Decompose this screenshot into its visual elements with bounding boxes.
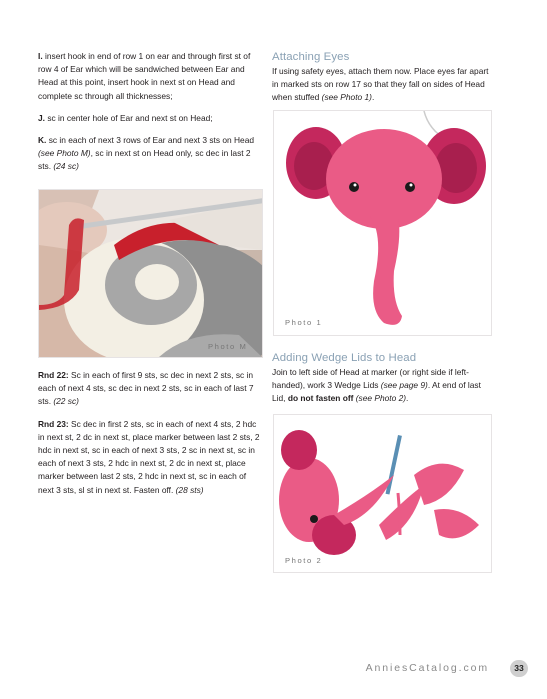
step-text: sc in each of next 3 rows of Ear and next 3 sts on Head xyxy=(48,135,255,146)
rnd-22 xyxy=(38,369,260,409)
photo-reference: (see Photo M) xyxy=(38,148,91,159)
step-k xyxy=(38,134,260,174)
step-text: sc in center hole of Ear and next st on Head; xyxy=(47,112,213,123)
photo-1-illustration xyxy=(274,111,491,335)
photo-1 xyxy=(273,110,492,336)
step-i xyxy=(38,50,260,103)
page-number: 33 xyxy=(510,660,528,677)
photo-m xyxy=(38,189,263,358)
step-text: insert hook in end of row 1 on ear and through first st of row 4 of Ear which will be sandwiched between Ear and Head at this point, insert hook in next st on Head and complete sc through all thicknesses; xyxy=(38,51,251,101)
footer-website: AnniesCatalog.com xyxy=(365,662,489,674)
round-label: Rnd 23: xyxy=(38,418,69,429)
photo-m-illustration xyxy=(39,190,262,357)
photo-2-illustration xyxy=(274,415,491,572)
step-text: , sc in next st on Head only, sc dec in last 2 sts. xyxy=(38,148,251,172)
stitch-count: (22 sc) xyxy=(53,396,79,407)
round-text: Sc dec in first 2 sts, sc in each of next 4 sts, 2 hdc in next st, 2 dc in next st, place marker between last 2 sts, 2 hdc in next st, sc in each of next 3 sts, 2 sc in next st, sc in each of next 3 sts, 2 hdc in next st, 2 dc in next st, place marker between last 2 sts, 2 hdc in next st, sc in each of next 3 sts, sl st in next st. Fasten off. xyxy=(38,418,260,495)
photo-1-caption: Photo 1 xyxy=(285,318,323,327)
left-column-rounds xyxy=(38,369,260,506)
photo-m-caption: Photo M xyxy=(208,342,248,351)
body-text: If using safety eyes, attach them now. Place eyes far apart in marked sts on row 17 so that they fall on sides of Head when stuffed xyxy=(272,66,489,103)
right-column-top xyxy=(272,50,494,105)
step-label: I. xyxy=(38,51,43,61)
round-label: Rnd 22: xyxy=(38,370,69,380)
photo-reference: (see Photo 2) xyxy=(355,393,407,404)
section-heading: Adding Wedge Lids to Head xyxy=(272,352,417,364)
body-text: . xyxy=(371,92,375,103)
photo-2 xyxy=(273,414,492,573)
stitch-count: (24 sc) xyxy=(53,161,79,172)
emphasis-text: do not fasten off xyxy=(287,393,354,404)
step-j xyxy=(38,112,260,125)
attaching-eyes-text xyxy=(272,65,494,105)
page-reference: (see page 9) xyxy=(380,380,428,391)
round-text: Sc in each of first 9 sts, sc dec in next 2 sts, sc in each of next 4 sts, sc dec in next 2 sts, sc in each of last 7 sts. xyxy=(38,370,254,407)
body-text: Join to left side of Head at marker (or right side if left-handed), work 3 Wedge Lids xyxy=(272,367,469,391)
section-heading: Attaching Eyes xyxy=(272,51,350,63)
right-column-bottom xyxy=(272,351,494,406)
photo-2-caption: Photo 2 xyxy=(285,556,323,565)
step-label: J. xyxy=(38,112,45,123)
body-text: . At end of last Lid, xyxy=(272,380,481,404)
stitch-count: (28 sts) xyxy=(175,484,204,495)
body-text: . xyxy=(406,393,409,404)
wedge-lids-text xyxy=(272,366,494,406)
step-label: K. xyxy=(38,135,47,146)
rnd-23 xyxy=(38,418,260,497)
photo-reference: (see Photo 1) xyxy=(321,92,372,103)
left-column xyxy=(38,50,260,183)
